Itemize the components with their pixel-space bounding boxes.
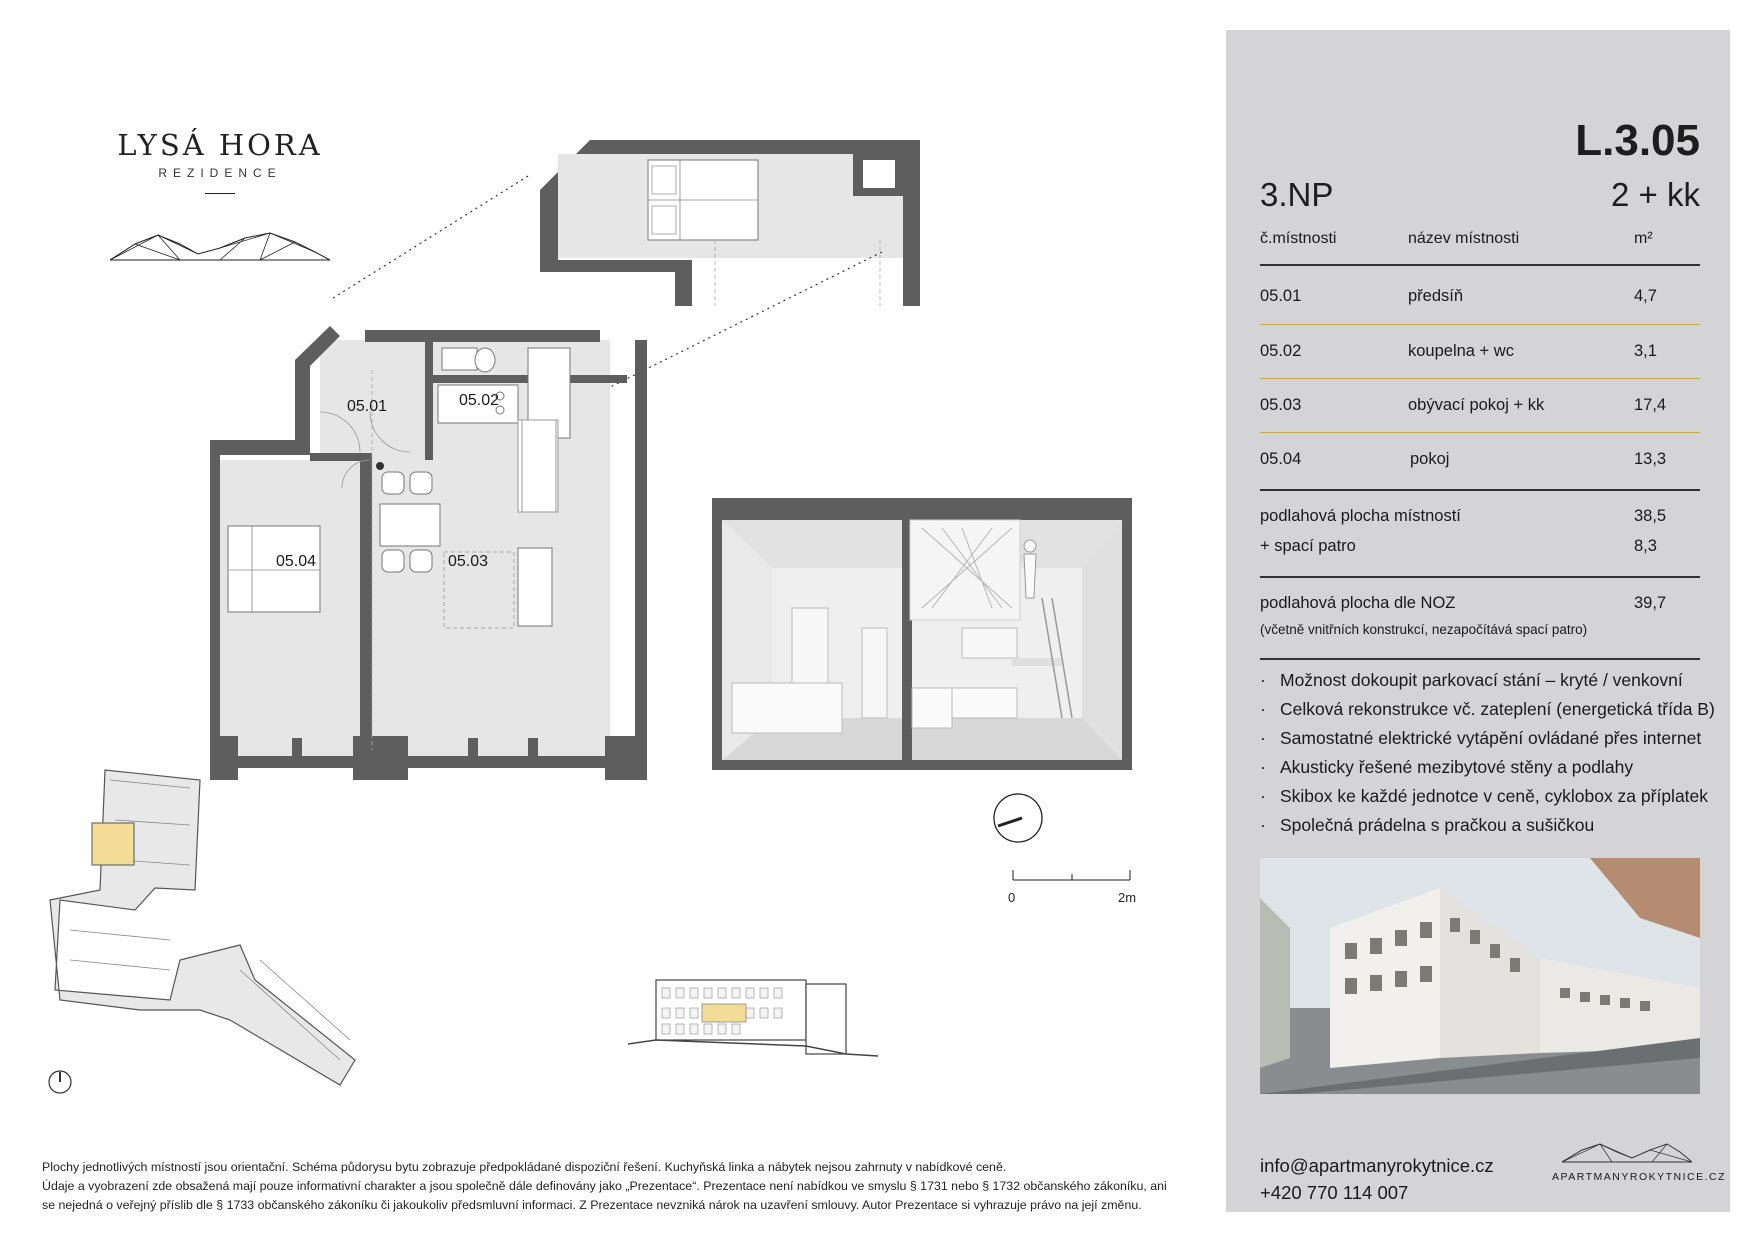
- rooms-table-header: [1260, 230, 1700, 266]
- header-area: m²: [1634, 230, 1653, 247]
- floor-area-summary: [1260, 507, 1700, 567]
- list-item: [1260, 815, 1710, 844]
- list-item: [1260, 670, 1710, 699]
- room-label-05-03: 05.03: [448, 553, 489, 570]
- layout-type: 2 + kk: [1611, 176, 1700, 213]
- unit-code: L.3.05: [1575, 116, 1700, 165]
- divider: [1260, 576, 1700, 578]
- room-number: 05.03: [1260, 396, 1302, 414]
- facade-key-plan: [628, 960, 878, 1060]
- building-render-photo: [1260, 858, 1700, 1094]
- table-row: [1260, 432, 1700, 486]
- noz-area-summary: [1260, 594, 1700, 637]
- divider: [1260, 658, 1700, 660]
- noz-label: podlahová plocha dle NOZ: [1260, 594, 1456, 612]
- list-item: [1260, 757, 1710, 786]
- scale-bar: [1008, 866, 1138, 906]
- room-name: pokoj: [1410, 450, 1450, 468]
- room-name: koupelna + wc: [1408, 342, 1514, 360]
- north-arrow-icon: [992, 792, 1044, 844]
- brand-text: APARTMANYROKYTNICE.CZ: [1552, 1171, 1727, 1183]
- room-number: 05.01: [1260, 287, 1302, 305]
- room-area: 17,4: [1634, 396, 1667, 414]
- bullet: ·: [1260, 670, 1266, 690]
- logo-subtitle: REZIDENCE: [158, 166, 282, 180]
- interior-section-render: [712, 498, 1132, 770]
- room-number: 05.04: [1260, 450, 1302, 468]
- disclaimer-line-1: Plochy jednotlivých místností jsou orientační. Schéma půdorysu bytu zobrazuje předpokládané dispoziční řešení. Kuchyňská linka a nábytek nejsou zahrnuty v nabídkové ceně.: [42, 1160, 1007, 1174]
- bullet: ·: [1260, 757, 1266, 777]
- disclaimer: [42, 1158, 1212, 1215]
- table-row: [1260, 378, 1700, 432]
- logo-divider: [205, 193, 235, 194]
- room-name: předsíň: [1408, 287, 1464, 305]
- mountains-brand-icon: [1562, 1142, 1692, 1164]
- room-number: 05.02: [1260, 342, 1302, 360]
- noz-note: (včetně vnitřních konstrukcí, nezapočítává spací patro): [1260, 622, 1588, 637]
- list-item: [1260, 728, 1710, 757]
- logo-title: LYSÁ HORA: [117, 128, 323, 162]
- site-key-plan: [40, 760, 420, 1100]
- scale-end-label: 2m: [1118, 890, 1137, 905]
- table-row: [1260, 270, 1700, 324]
- room-label-05-01: 05.01: [347, 398, 388, 415]
- contact: [1260, 1152, 1494, 1206]
- room-area: 4,7: [1634, 287, 1657, 305]
- features-list: [1260, 670, 1715, 844]
- table-row: [1260, 324, 1700, 378]
- room-name: obývací pokoj + kk: [1408, 396, 1545, 414]
- disclaimer-line-3: se nejedná o veřejný příslib dle § 1733 občanského zákoníku či jakoukoliv předsmluvní informaci. Z Prezentace nevzniká nárok na uzavření smlouvy. Autor Prezentace si vyhrazuje právo na její změnu.: [42, 1198, 1142, 1212]
- rooms-table: [1260, 270, 1700, 486]
- divider: [1260, 489, 1700, 491]
- bullet: ·: [1260, 728, 1266, 748]
- room-label-05-02: 05.02: [459, 392, 500, 409]
- bullet: ·: [1260, 815, 1266, 835]
- header-room-name: název místnosti: [1408, 230, 1520, 247]
- list-item: [1260, 699, 1715, 728]
- info-panel: [1226, 30, 1730, 1212]
- room-area: 3,1: [1634, 342, 1657, 360]
- contact-phone[interactable]: +420 770 114 007: [1260, 1182, 1409, 1203]
- feature-text: Společná prádelna s pračkou a sušičkou: [1280, 815, 1595, 835]
- room-area: 13,3: [1634, 450, 1667, 468]
- noz-value: 39,7: [1634, 594, 1667, 612]
- bullet: ·: [1260, 786, 1266, 806]
- feature-text: Samostatné elektrické vytápění ovládané přes internet: [1280, 728, 1702, 748]
- feature-text: Akusticky řešené mezibytové stěny a podlahy: [1280, 757, 1634, 777]
- facade-unit-highlight: [702, 1004, 746, 1022]
- contact-email[interactable]: info@apartmanyrokytnice.cz: [1260, 1155, 1494, 1176]
- floor-label: 3.NP: [1260, 176, 1334, 213]
- logo: [110, 128, 330, 194]
- room-label-05-04: 05.04: [276, 553, 317, 570]
- list-item: [1260, 786, 1710, 815]
- disclaimer-line-2: Údaje a vyobrazení zde obsažená mají pouze informativní charakter a jsou společně dále definovány jako „Prezentace“. Prezentace není nabídkou ve smyslu § 1731 nebo § 1732 občanského zákoníku, ani: [42, 1179, 1167, 1193]
- feature-text: Skibox ke každé jednotce v ceně, cyklobox za příplatek: [1280, 786, 1709, 806]
- loft-label: + spací patro: [1260, 537, 1356, 555]
- loft-value: 8,3: [1634, 537, 1657, 555]
- feature-text: Celková rekonstrukce vč. zateplení (energetická třída B): [1280, 699, 1715, 719]
- scale-start-label: 0: [1008, 890, 1016, 905]
- brand-logo: [1552, 1142, 1727, 1183]
- header-room-number: č.místnosti: [1260, 230, 1337, 247]
- mountains-logo-icon: [110, 230, 330, 264]
- floor-area-label: podlahová plocha místností: [1260, 507, 1461, 525]
- unit-highlight: [92, 823, 134, 865]
- main-floor-plan: [210, 320, 660, 780]
- bullet: ·: [1260, 699, 1266, 719]
- feature-text: Možnost dokoupit parkovací stání – kryté / venkovní: [1280, 670, 1683, 690]
- floor-area-value: 38,5: [1634, 507, 1667, 525]
